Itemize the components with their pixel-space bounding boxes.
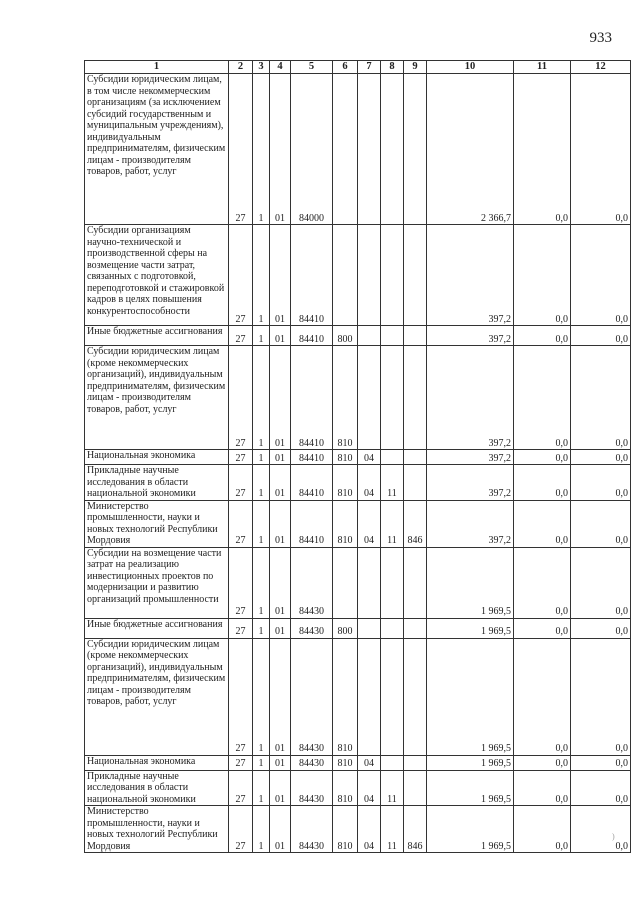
row-name-cell bbox=[85, 225, 229, 326]
row-name-cell bbox=[85, 74, 229, 225]
table-row bbox=[85, 346, 631, 450]
cell-col-10: 1 969,5 bbox=[427, 806, 514, 853]
table-row bbox=[85, 74, 631, 225]
cell-col-6: 810 bbox=[333, 770, 358, 806]
cell-col-5: 84430 bbox=[291, 638, 333, 755]
cell-col-8 bbox=[381, 547, 404, 618]
cell-col-11: 0,0 bbox=[514, 500, 571, 547]
cell-col-2: 27 bbox=[229, 74, 253, 225]
budget-table bbox=[84, 60, 631, 853]
cell-col-2: 27 bbox=[229, 450, 253, 465]
table-row bbox=[85, 450, 631, 465]
table-row bbox=[85, 770, 631, 806]
row-name: Национальная экономика bbox=[87, 755, 196, 767]
cell-col-11: 0,0 bbox=[514, 346, 571, 450]
row-name-cell bbox=[85, 755, 229, 770]
cell-col-7 bbox=[358, 638, 381, 755]
table-row bbox=[85, 326, 631, 346]
cell-col-6: 810 bbox=[333, 450, 358, 465]
cell-col-8: 11 bbox=[381, 770, 404, 806]
cell-col-7: 04 bbox=[358, 770, 381, 806]
row-name: Иные бюджетные ассигнования bbox=[87, 618, 223, 630]
row-name-cell bbox=[85, 326, 229, 346]
cell-col-11: 0,0 bbox=[514, 225, 571, 326]
table-row bbox=[85, 547, 631, 618]
cell-col-7: 04 bbox=[358, 500, 381, 547]
cell-col-4: 01 bbox=[270, 500, 291, 547]
cell-col-8 bbox=[381, 225, 404, 326]
cell-col-3: 1 bbox=[253, 225, 270, 326]
cell-col-6: 810 bbox=[333, 346, 358, 450]
cell-col-9 bbox=[404, 450, 427, 465]
row-name-cell bbox=[85, 465, 229, 501]
cell-col-10: 397,2 bbox=[427, 465, 514, 501]
cell-col-12: 0,0 bbox=[571, 326, 631, 346]
row-name-cell bbox=[85, 770, 229, 806]
row-name-cell bbox=[85, 450, 229, 465]
cell-col-4: 01 bbox=[270, 465, 291, 501]
header-row bbox=[85, 61, 631, 74]
cell-col-5: 84430 bbox=[291, 755, 333, 770]
row-name: Иные бюджетные ассигнования bbox=[87, 326, 223, 337]
row-name-cell bbox=[85, 806, 229, 853]
row-name-cell bbox=[85, 638, 229, 755]
cell-col-6 bbox=[333, 547, 358, 618]
cell-col-11: 0,0 bbox=[514, 465, 571, 501]
cell-col-5: 84410 bbox=[291, 450, 333, 465]
cell-col-11: 0,0 bbox=[514, 450, 571, 465]
row-name-cell bbox=[85, 547, 229, 618]
cell-col-6: 810 bbox=[333, 806, 358, 853]
cell-col-10: 397,2 bbox=[427, 326, 514, 346]
cell-col-9 bbox=[404, 618, 427, 638]
row-name: Субсидии юридическим лицам (кроме некоммерческих организаций), индивидуальным предпринимателям, физическим лицам - производителям товаров, работ, услуг bbox=[87, 346, 226, 415]
cell-col-12: 0,0 bbox=[571, 450, 631, 465]
cell-col-6: 800 bbox=[333, 326, 358, 346]
cell-col-2: 27 bbox=[229, 755, 253, 770]
cell-col-4: 01 bbox=[270, 547, 291, 618]
cell-col-5: 84410 bbox=[291, 225, 333, 326]
cell-col-3: 1 bbox=[253, 450, 270, 465]
cell-col-10: 1 969,5 bbox=[427, 618, 514, 638]
row-name: Национальная экономика bbox=[87, 450, 196, 461]
table-row bbox=[85, 465, 631, 501]
cell-col-7 bbox=[358, 346, 381, 450]
cell-col-10: 1 969,5 bbox=[427, 770, 514, 806]
table-row bbox=[85, 638, 631, 755]
table-row bbox=[85, 806, 631, 853]
cell-col-4: 01 bbox=[270, 618, 291, 638]
cell-col-3: 1 bbox=[253, 806, 270, 853]
col-header-7: 7 bbox=[358, 61, 381, 74]
cell-col-10: 1 969,5 bbox=[427, 755, 514, 770]
cell-col-9 bbox=[404, 638, 427, 755]
cell-col-12: 0,0 bbox=[571, 74, 631, 225]
page-number: 933 bbox=[589, 30, 612, 46]
cell-col-8 bbox=[381, 638, 404, 755]
cell-col-10: 397,2 bbox=[427, 450, 514, 465]
cell-col-10: 2 366,7 bbox=[427, 74, 514, 225]
margin-mark: ) bbox=[612, 832, 615, 841]
cell-col-5: 84430 bbox=[291, 770, 333, 806]
cell-col-11: 0,0 bbox=[514, 806, 571, 853]
cell-col-9: 846 bbox=[404, 500, 427, 547]
cell-col-10: 397,2 bbox=[427, 500, 514, 547]
cell-col-9 bbox=[404, 326, 427, 346]
cell-col-7: 04 bbox=[358, 806, 381, 853]
cell-col-5: 84410 bbox=[291, 465, 333, 501]
cell-col-9 bbox=[404, 465, 427, 501]
cell-col-12: 0,0 bbox=[571, 346, 631, 450]
cell-col-12: 0,0 bbox=[571, 500, 631, 547]
row-name: Прикладные научные исследования в области национальной экономики bbox=[87, 770, 196, 805]
cell-col-8 bbox=[381, 74, 404, 225]
col-header-11: 11 bbox=[514, 61, 571, 74]
cell-col-10: 397,2 bbox=[427, 346, 514, 450]
cell-col-6 bbox=[333, 74, 358, 225]
cell-col-3: 1 bbox=[253, 638, 270, 755]
col-header-6: 6 bbox=[333, 61, 358, 74]
cell-col-8 bbox=[381, 618, 404, 638]
cell-col-3: 1 bbox=[253, 500, 270, 547]
cell-col-4: 01 bbox=[270, 806, 291, 853]
cell-col-5: 84000 bbox=[291, 74, 333, 225]
cell-col-2: 27 bbox=[229, 638, 253, 755]
cell-col-4: 01 bbox=[270, 74, 291, 225]
cell-col-8: 11 bbox=[381, 806, 404, 853]
col-header-8: 8 bbox=[381, 61, 404, 74]
cell-col-4: 01 bbox=[270, 225, 291, 326]
cell-col-9 bbox=[404, 346, 427, 450]
cell-col-11: 0,0 bbox=[514, 74, 571, 225]
cell-col-7 bbox=[358, 225, 381, 326]
cell-col-7: 04 bbox=[358, 450, 381, 465]
col-header-9: 9 bbox=[404, 61, 427, 74]
cell-col-7 bbox=[358, 326, 381, 346]
cell-col-6 bbox=[333, 225, 358, 326]
cell-col-6: 810 bbox=[333, 755, 358, 770]
col-header-5: 5 bbox=[291, 61, 333, 74]
cell-col-3: 1 bbox=[253, 547, 270, 618]
cell-col-11: 0,0 bbox=[514, 326, 571, 346]
cell-col-4: 01 bbox=[270, 755, 291, 770]
cell-col-7 bbox=[358, 547, 381, 618]
cell-col-2: 27 bbox=[229, 770, 253, 806]
table-row bbox=[85, 500, 631, 547]
cell-col-2: 27 bbox=[229, 547, 253, 618]
cell-col-12: 0,0 bbox=[571, 465, 631, 501]
cell-col-2: 27 bbox=[229, 500, 253, 547]
col-header-10: 10 bbox=[427, 61, 514, 74]
row-name: Министерство промышленности, науки и новых технологий Республики Мордовия bbox=[87, 500, 218, 546]
cell-col-5: 84410 bbox=[291, 326, 333, 346]
cell-col-9 bbox=[404, 547, 427, 618]
cell-col-2: 27 bbox=[229, 225, 253, 326]
cell-col-11: 0,0 bbox=[514, 618, 571, 638]
cell-col-12: 0,0 bbox=[571, 225, 631, 326]
cell-col-3: 1 bbox=[253, 74, 270, 225]
cell-col-9: 846 bbox=[404, 806, 427, 853]
row-name-cell bbox=[85, 618, 229, 638]
cell-col-6: 810 bbox=[333, 465, 358, 501]
cell-col-4: 01 bbox=[270, 770, 291, 806]
table-row bbox=[85, 618, 631, 638]
cell-col-11: 0,0 bbox=[514, 770, 571, 806]
cell-col-4: 01 bbox=[270, 638, 291, 755]
cell-col-12: 0,0 bbox=[571, 770, 631, 806]
row-name-cell bbox=[85, 346, 229, 450]
row-name-cell bbox=[85, 500, 229, 547]
cell-col-3: 1 bbox=[253, 755, 270, 770]
cell-col-8: 11 bbox=[381, 465, 404, 501]
cell-col-5: 84410 bbox=[291, 500, 333, 547]
cell-col-8 bbox=[381, 755, 404, 770]
cell-col-7 bbox=[358, 618, 381, 638]
table-row bbox=[85, 755, 631, 770]
cell-col-4: 01 bbox=[270, 450, 291, 465]
cell-col-12: 0,0 bbox=[571, 755, 631, 770]
cell-col-3: 1 bbox=[253, 326, 270, 346]
row-name: Прикладные научные исследования в области национальной экономики bbox=[87, 465, 196, 499]
cell-col-10: 1 969,5 bbox=[427, 638, 514, 755]
row-name: Субсидии на возмещение части затрат на реализацию инвестиционных проектов по модернизации и развитию организаций промышленности bbox=[87, 547, 222, 605]
cell-col-9 bbox=[404, 74, 427, 225]
cell-col-12: 0,0 bbox=[571, 547, 631, 618]
cell-col-2: 27 bbox=[229, 618, 253, 638]
cell-col-11: 0,0 bbox=[514, 547, 571, 618]
col-header-4: 4 bbox=[270, 61, 291, 74]
cell-col-8: 11 bbox=[381, 500, 404, 547]
cell-col-3: 1 bbox=[253, 770, 270, 806]
cell-col-5: 84410 bbox=[291, 346, 333, 450]
cell-col-11: 0,0 bbox=[514, 638, 571, 755]
cell-col-6: 810 bbox=[333, 638, 358, 755]
col-header-12: 12 bbox=[571, 61, 631, 74]
cell-col-4: 01 bbox=[270, 326, 291, 346]
cell-col-2: 27 bbox=[229, 346, 253, 450]
row-name: Субсидии юридическим лицам, в том числе некоммерческим организациям (за исключением субсидий государственным и муниципальным учреждениям), индивидуальным предпринимателям, физическим лицам - производителям товаров, работ, услуг bbox=[87, 74, 226, 177]
cell-col-8 bbox=[381, 450, 404, 465]
cell-col-6: 810 bbox=[333, 500, 358, 547]
cell-col-3: 1 bbox=[253, 346, 270, 450]
row-name: Субсидии организациям научно-технической и производственной сферы на возмещение части затрат, связанных с подготовкой, переподготовкой и стажировкой кадров в целях повышения конкурентоспособности bbox=[87, 225, 225, 317]
cell-col-9 bbox=[404, 770, 427, 806]
cell-col-7: 04 bbox=[358, 465, 381, 501]
table-row bbox=[85, 225, 631, 326]
cell-col-5: 84430 bbox=[291, 618, 333, 638]
row-name: Субсидии юридическим лицам (кроме некоммерческих организаций), индивидуальным предпринимателям, физическим лицам - производителям товаров, работ, услуг bbox=[87, 638, 226, 707]
cell-col-5: 84430 bbox=[291, 547, 333, 618]
col-header-2: 2 bbox=[229, 61, 253, 74]
cell-col-2: 27 bbox=[229, 806, 253, 853]
cell-col-12: 0,0 bbox=[571, 638, 631, 755]
cell-col-7 bbox=[358, 74, 381, 225]
cell-col-6: 800 bbox=[333, 618, 358, 638]
cell-col-2: 27 bbox=[229, 465, 253, 501]
cell-col-12: 0,0 bbox=[571, 618, 631, 638]
cell-col-8 bbox=[381, 326, 404, 346]
cell-col-10: 1 969,5 bbox=[427, 547, 514, 618]
cell-col-3: 1 bbox=[253, 465, 270, 501]
cell-col-5: 84430 bbox=[291, 806, 333, 853]
cell-col-9 bbox=[404, 225, 427, 326]
cell-col-3: 1 bbox=[253, 618, 270, 638]
cell-col-9 bbox=[404, 755, 427, 770]
col-header-3: 3 bbox=[253, 61, 270, 74]
cell-col-11: 0,0 bbox=[514, 755, 571, 770]
col-header-1: 1 bbox=[85, 61, 229, 74]
cell-col-10: 397,2 bbox=[427, 225, 514, 326]
cell-col-4: 01 bbox=[270, 346, 291, 450]
row-name: Министерство промышленности, науки и новых технологий Республики Мордовия bbox=[87, 806, 218, 852]
cell-col-7: 04 bbox=[358, 755, 381, 770]
cell-col-2: 27 bbox=[229, 326, 253, 346]
cell-col-12: 0,0 bbox=[571, 806, 631, 853]
cell-col-8 bbox=[381, 346, 404, 450]
